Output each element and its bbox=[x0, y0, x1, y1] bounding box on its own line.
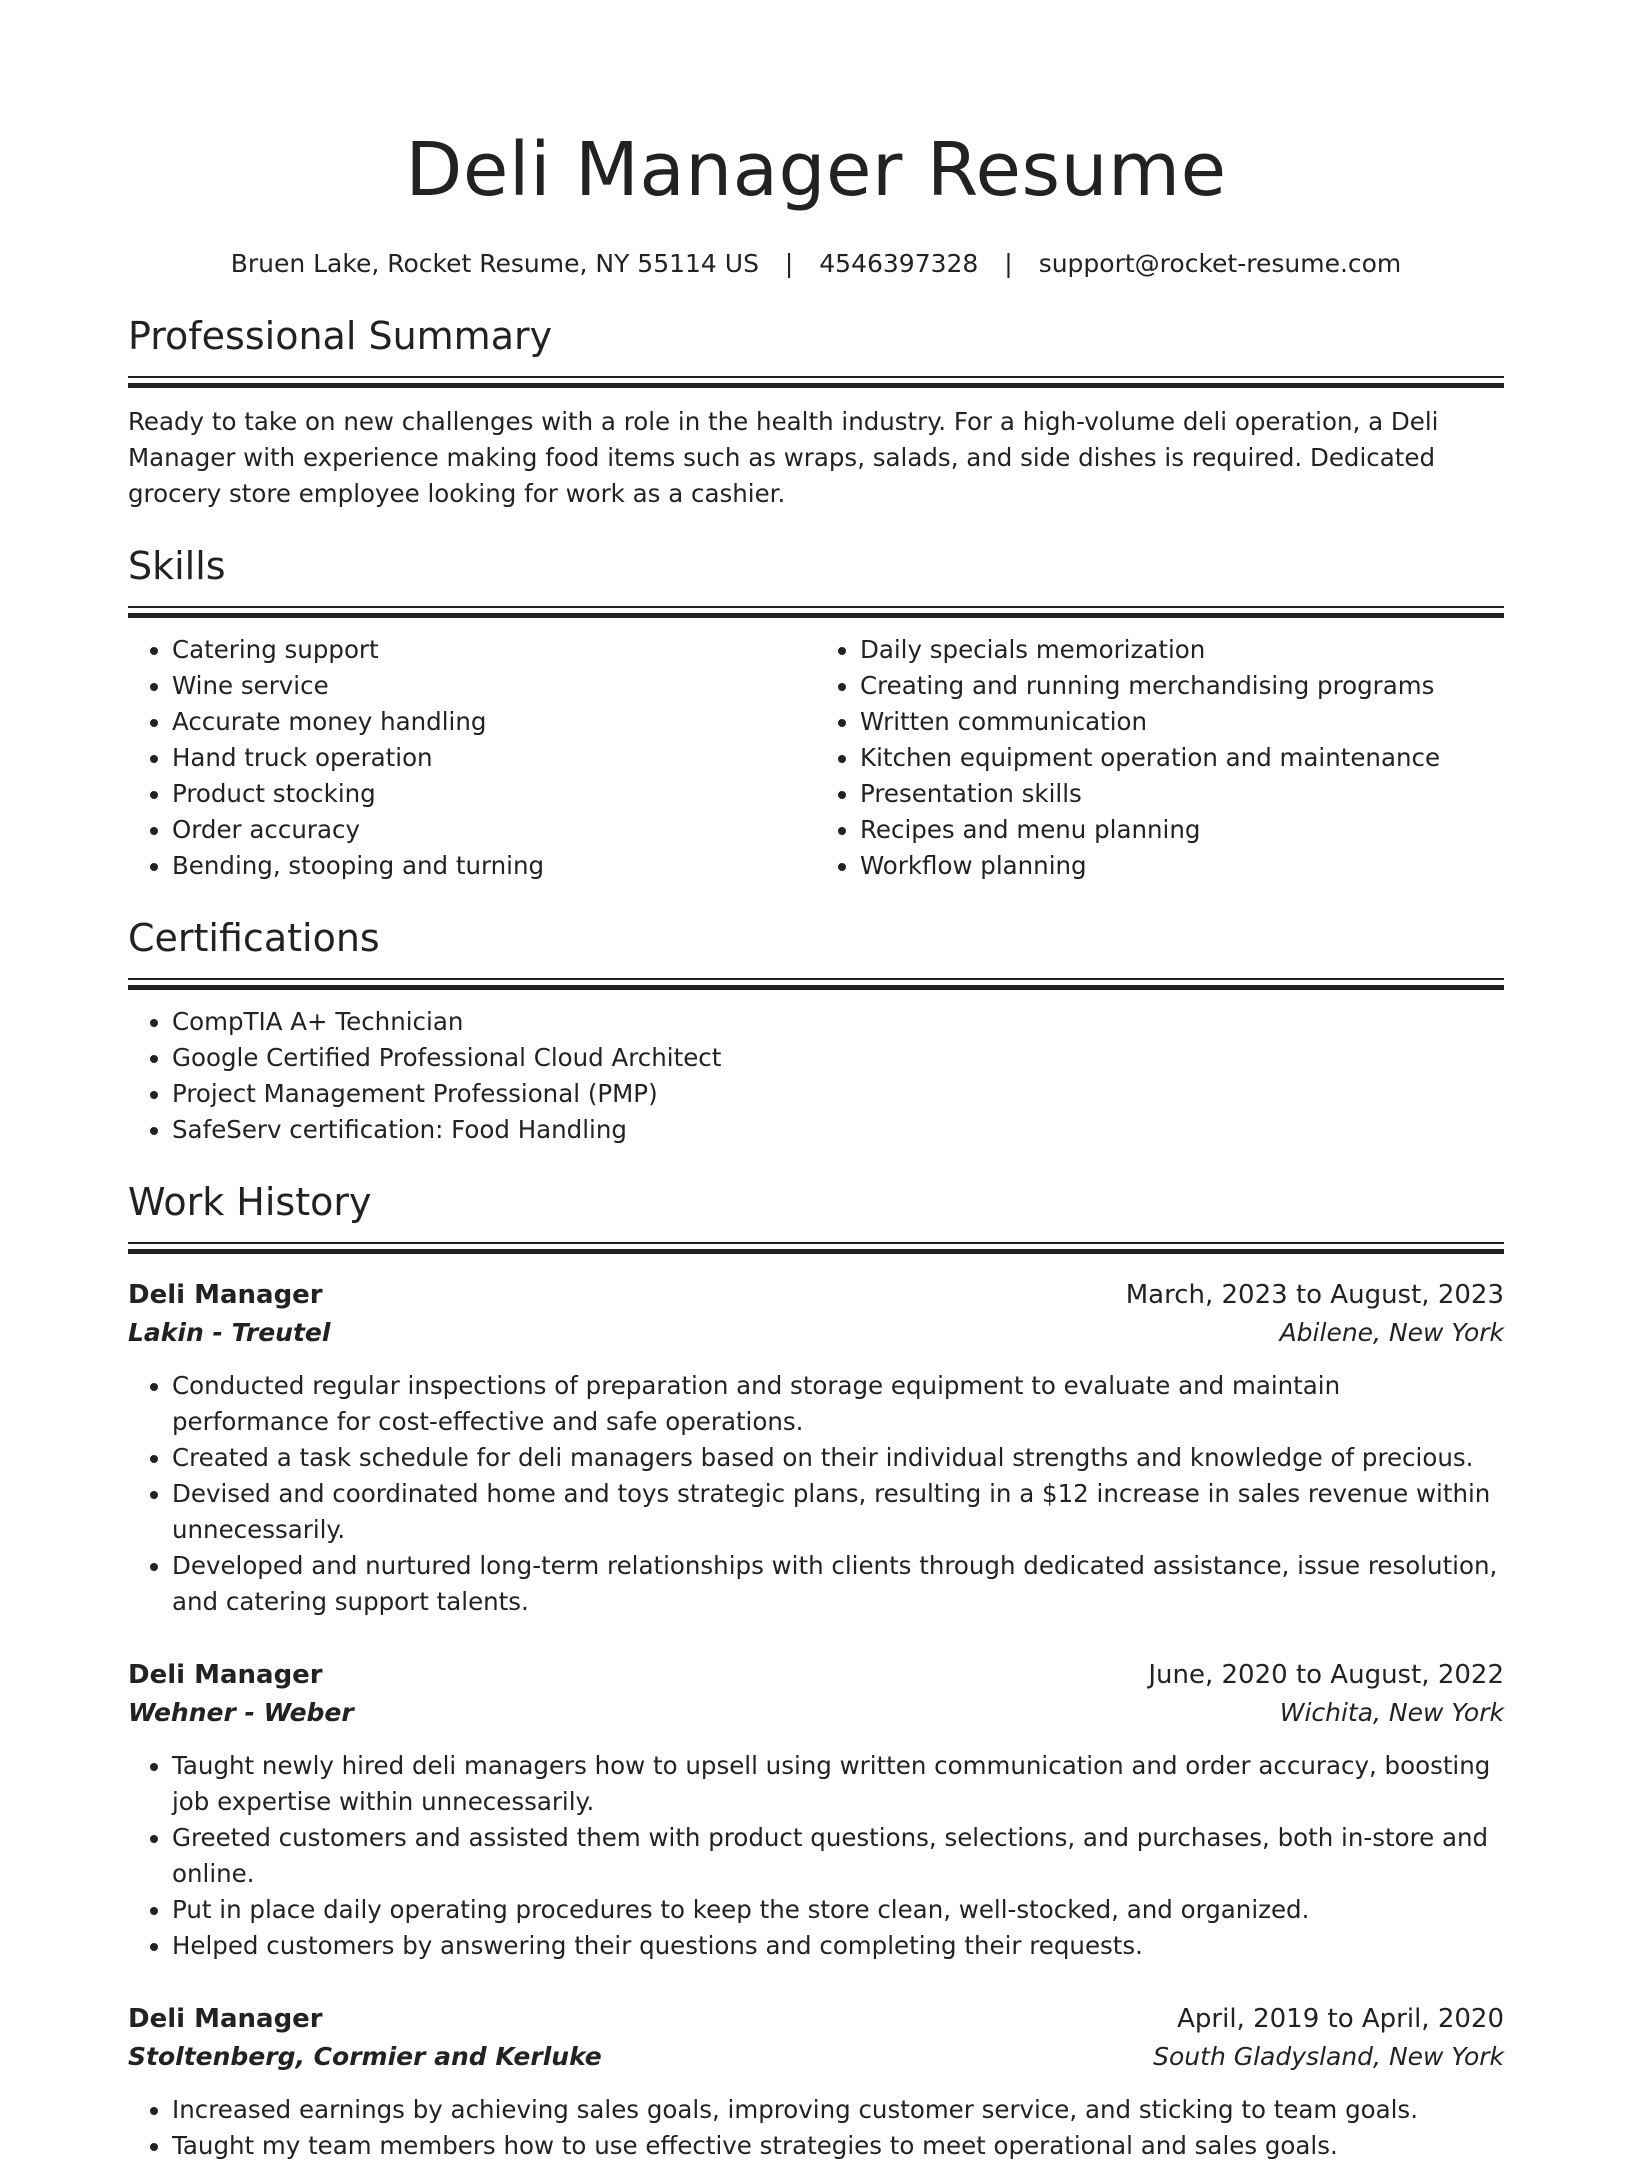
skill-item: • Presentation skills bbox=[860, 776, 1504, 812]
job-company: Wehner - Weber bbox=[128, 1698, 354, 1727]
job-bullets bbox=[128, 1748, 1504, 1964]
certification-item: • Project Management Professional (PMP) bbox=[172, 1076, 1504, 1112]
job-header bbox=[128, 2000, 1504, 2038]
section-divider bbox=[128, 1242, 1504, 1254]
job-location: South Gladysland, New York bbox=[1153, 2042, 1504, 2071]
skill-item: • Wine service bbox=[172, 668, 816, 704]
skill-item: • Kitchen equipment operation and maintenance bbox=[860, 740, 1504, 776]
job-header bbox=[128, 1656, 1504, 1694]
certification-item: • Google Certified Professional Cloud Architect bbox=[172, 1040, 1504, 1076]
skill-item: • Workflow planning bbox=[860, 848, 1504, 884]
job-dates: April, 2019 to April, 2020 bbox=[1177, 2004, 1504, 2034]
job-bullet: • Taught newly hired deli managers how to upsell using written communication and order accuracy, boosting job expertise within unnecessarily. bbox=[172, 1748, 1504, 1820]
job-bullet: • Developed and nurtured long-term relationships with clients through dedicated assistance, issue resolution, and catering support talents. bbox=[172, 1548, 1504, 1620]
skills-columns bbox=[128, 632, 1504, 884]
job-entry bbox=[128, 1656, 1504, 1964]
job-bullet: • Conducted regular inspections of preparation and storage equipment to evaluate and maintain performance for cost-effective and safe operations. bbox=[172, 1368, 1504, 1440]
job-bullet: • Devised and coordinated home and toys strategic plans, resulting in a $12 increase in sales revenue within unnecessarily. bbox=[172, 1476, 1504, 1548]
contact-separator: | bbox=[784, 249, 794, 278]
skills-list-left bbox=[128, 632, 816, 884]
job-company: Lakin - Treutel bbox=[128, 1318, 331, 1347]
certification-item: • CompTIA A+ Technician bbox=[172, 1004, 1504, 1040]
skill-item: • Hand truck operation bbox=[172, 740, 816, 776]
contact-phone: 4546397328 bbox=[819, 249, 979, 278]
job-bullet: • Helped customers by answering their questions and completing their requests. bbox=[172, 1928, 1504, 1964]
work-history-section bbox=[128, 1176, 1504, 2164]
summary-text: Ready to take on new challenges with a role in the health industry. For a high-volume deli operation, a Deli Manager with experience making food items such as wraps, salads, and side dishes is required. Dedicated grocery store employee looking for work as a cashier. bbox=[128, 407, 1439, 508]
work-history-heading: Work History bbox=[128, 1180, 372, 1224]
section-divider bbox=[128, 978, 1504, 990]
job-bullet: • Greeted customers and assisted them with product questions, selections, and purchases, both in-store and online. bbox=[172, 1820, 1504, 1892]
skill-item: • Order accuracy bbox=[172, 812, 816, 848]
certifications-section bbox=[128, 912, 1504, 1148]
job-entry bbox=[128, 1276, 1504, 1620]
skill-item: • Catering support bbox=[172, 632, 816, 668]
skill-item: • Daily specials memorization bbox=[860, 632, 1504, 668]
job-company: Stoltenberg, Cormier and Kerluke bbox=[128, 2042, 602, 2071]
certification-item: • SafeServ certification: Food Handling bbox=[172, 1112, 1504, 1148]
skill-item: • Recipes and menu planning bbox=[860, 812, 1504, 848]
skill-item: • Product stocking bbox=[172, 776, 816, 812]
job-dates: March, 2023 to August, 2023 bbox=[1125, 1280, 1504, 1310]
section-divider bbox=[128, 606, 1504, 618]
job-title: Deli Manager bbox=[128, 1660, 323, 1690]
contact-line bbox=[128, 246, 1504, 282]
skill-item: • Written communication bbox=[860, 704, 1504, 740]
skills-heading: Skills bbox=[128, 544, 226, 588]
job-title: Deli Manager bbox=[128, 2004, 323, 2034]
certifications-list bbox=[128, 1004, 1504, 1148]
skills-section bbox=[128, 540, 1504, 884]
contact-address: Bruen Lake, Rocket Resume, NY 55114 US bbox=[230, 249, 759, 278]
contact-email: support@rocket-resume.com bbox=[1038, 249, 1402, 278]
job-bullet: • Put in place daily operating procedures to keep the store clean, well-stocked, and organized. bbox=[172, 1892, 1504, 1928]
skill-item: • Creating and running merchandising programs bbox=[860, 668, 1504, 704]
job-subheader bbox=[128, 1314, 1504, 1352]
certifications-heading: Certifications bbox=[128, 916, 380, 960]
job-subheader bbox=[128, 1694, 1504, 1732]
job-location: Abilene, New York bbox=[1279, 1318, 1504, 1347]
skill-item: • Accurate money handling bbox=[172, 704, 816, 740]
job-entry bbox=[128, 2000, 1504, 2164]
skills-list-right bbox=[816, 632, 1504, 884]
job-dates: June, 2020 to August, 2022 bbox=[1148, 1660, 1504, 1690]
job-bullets bbox=[128, 1368, 1504, 1620]
summary-section bbox=[128, 310, 1504, 512]
contact-separator: | bbox=[1004, 249, 1013, 278]
job-location: Wichita, New York bbox=[1279, 1698, 1504, 1727]
job-title: Deli Manager bbox=[128, 1280, 323, 1310]
section-divider bbox=[128, 376, 1504, 388]
job-bullet: • Increased earnings by achieving sales goals, improving customer service, and sticking to team goals. bbox=[172, 2092, 1504, 2128]
job-bullet: • Taught my team members how to use effective strategies to meet operational and sales goals. bbox=[172, 2128, 1504, 2164]
resume-title: Deli Manager Resume bbox=[405, 127, 1227, 213]
summary-heading: Professional Summary bbox=[128, 314, 553, 358]
job-header bbox=[128, 1276, 1504, 1314]
job-bullets bbox=[128, 2092, 1504, 2164]
skill-item: • Bending, stooping and turning bbox=[172, 848, 816, 884]
job-bullet: • Created a task schedule for deli managers based on their individual strengths and knowledge of precious. bbox=[172, 1440, 1504, 1476]
job-subheader bbox=[128, 2038, 1504, 2076]
